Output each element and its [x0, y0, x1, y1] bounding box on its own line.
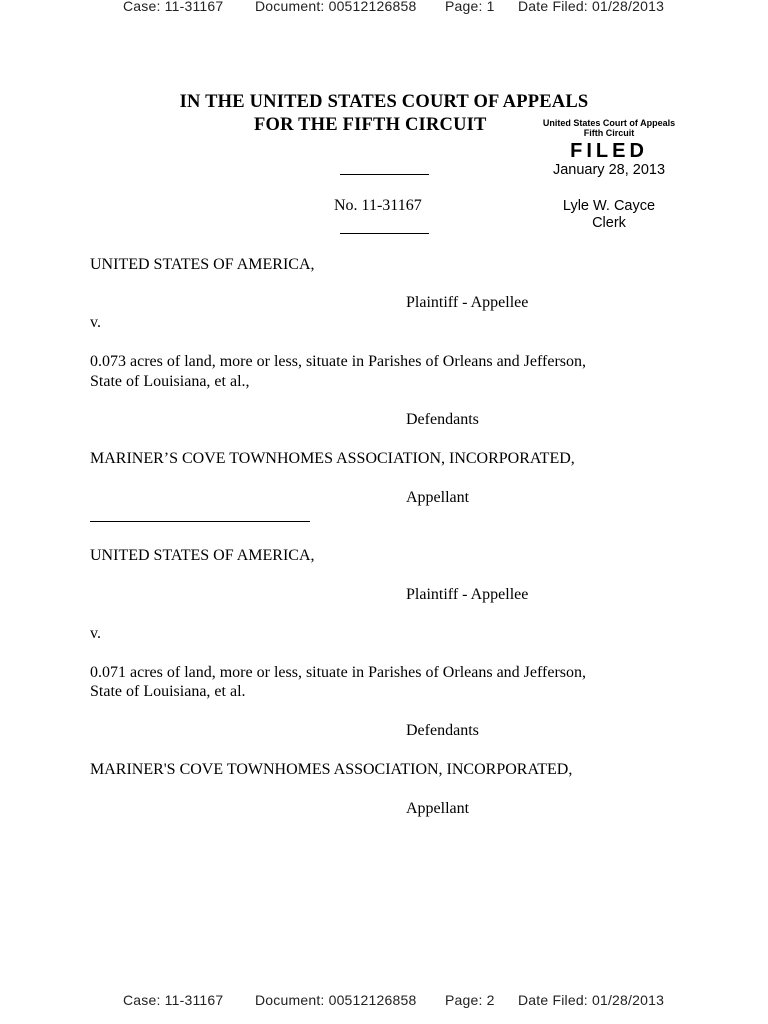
stamp-court-name: United States Court of Appeals — [542, 118, 676, 128]
header-date-filed: Date Filed: 01/28/2013 — [518, 0, 665, 14]
header-case-number: Case: 11-31167 — [123, 0, 224, 14]
caption2-defendant-role: Defendants — [406, 722, 479, 739]
stamp-circuit: Fifth Circuit — [583, 128, 635, 138]
caption2-versus: v. — [90, 625, 101, 642]
case-number-rule-bottom — [340, 233, 429, 234]
caption1-defendant-role: Defendants — [406, 411, 479, 428]
caption1-appellant-role: Appellant — [406, 489, 470, 506]
header-page-number: Page: 1 — [445, 0, 495, 14]
caption1-versus: v. — [90, 314, 101, 331]
footer-date-filed: Date Filed: 01/28/2013 — [518, 992, 665, 1008]
caption-separator — [90, 521, 310, 522]
case-number-rule-top — [340, 174, 429, 175]
footer-case-number: Case: 11-31167 — [123, 992, 224, 1008]
caption1-defendant-line1: 0.073 acres of land, more or less, situate in Parishes of Orleans and Jefferson, — [90, 353, 587, 370]
caption2-appellant-role: Appellant — [406, 800, 470, 817]
court-title-line2-text: FOR THE FIFTH CIRCUIT — [254, 115, 487, 135]
caption2-plaintiff-role: Plaintiff - Appellee — [406, 586, 529, 603]
footer-page-number: Page: 2 — [445, 992, 495, 1008]
caption2-plaintiff: UNITED STATES OF AMERICA, — [90, 547, 315, 564]
caption1-defendant-line2: State of Louisiana, et al., — [90, 373, 250, 390]
caption2-defendant-line2: State of Louisiana, et al. — [90, 683, 246, 700]
caption2-defendant-line1: 0.071 acres of land, more or less, situate in Parishes of Orleans and Jefferson, — [90, 664, 587, 681]
caption1-appellant: MARINER’S COVE TOWNHOMES ASSOCIATION, INCORPORATED, — [90, 450, 575, 467]
court-title-line1: IN THE UNITED STATES COURT OF APPEALS — [179, 92, 589, 112]
stamp-filed-label: FILED — [570, 140, 648, 162]
stamp-clerk-name: Lyle W. Cayce — [562, 198, 656, 214]
caption2-appellant: MARINER'S COVE TOWNHOMES ASSOCIATION, INCORPORATED, — [90, 761, 573, 778]
stamp-date: January 28, 2013 — [552, 162, 666, 178]
caption1-plaintiff: UNITED STATES OF AMERICA, — [90, 256, 315, 273]
footer-document-number: Document: 00512126858 — [255, 992, 417, 1008]
stamp-clerk-title: Clerk — [592, 215, 626, 231]
caption1-plaintiff-role: Plaintiff - Appellee — [406, 294, 529, 311]
header-document-number: Document: 00512126858 — [255, 0, 417, 14]
case-number: No. 11-31167 — [334, 197, 422, 214]
